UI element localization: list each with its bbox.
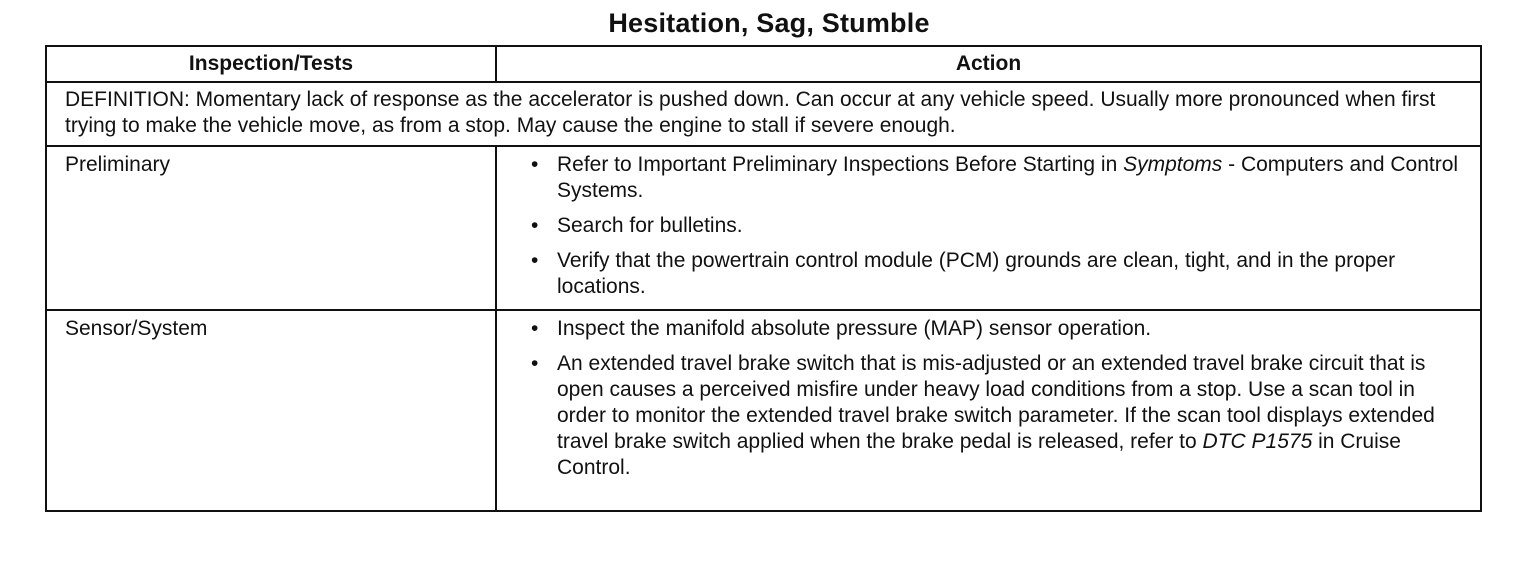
list-item xyxy=(531,248,1462,300)
list-item xyxy=(531,351,1462,481)
table-row xyxy=(46,146,1481,310)
action-cell xyxy=(496,146,1481,310)
action-list xyxy=(531,152,1462,300)
definition-text: DEFINITION: Momentary lack of response as the accelerator is pushed down. Can occur at any vehicle speed. Usually more pronounced when first trying to make the vehicle move, as from a stop. May cause the engine to stall if severe enough. xyxy=(46,82,1481,146)
symptom-table xyxy=(45,45,1482,512)
action-emphasis: DTC P1575 xyxy=(1202,430,1313,453)
list-item xyxy=(531,152,1462,204)
table-row xyxy=(46,310,1481,511)
action-emphasis: Symptoms xyxy=(1123,153,1223,176)
table-header-row xyxy=(46,46,1481,82)
action-text-after: - Computers and Control Systems. xyxy=(557,153,1459,202)
list-item xyxy=(531,213,1462,239)
column-header-inspection: Inspection/Tests xyxy=(46,46,496,82)
action-text: Search for bulletins. xyxy=(557,214,743,237)
row-label-sensor-system: Sensor/System xyxy=(46,310,496,511)
action-text: Verify that the powertrain control module (PCM) grounds are clean, tight, and in the proper locations. xyxy=(557,249,1396,298)
row-label-preliminary: Preliminary xyxy=(46,146,496,310)
bullet-icon: • xyxy=(531,317,539,340)
column-header-action: Action xyxy=(496,46,1481,82)
bullet-icon: • xyxy=(531,153,539,176)
action-text-after: in Cruise Control. xyxy=(557,430,1401,479)
action-text: An extended travel brake switch that is mis-adjusted or an extended travel brake circuit that is open causes a perceived misfire under heavy load conditions from a stop. Use a scan tool in order to monitor the extended travel brake switch parameter. If the scan tool displays extended travel brake switch applied when the brake pedal is released, refer to xyxy=(557,352,1435,453)
action-list xyxy=(531,316,1462,481)
bullet-icon: • xyxy=(531,249,539,272)
action-text: Inspect the manifold absolute pressure (MAP) sensor operation. xyxy=(557,317,1152,340)
page-title: Hesitation, Sag, Stumble xyxy=(608,8,930,38)
action-cell xyxy=(496,310,1481,511)
bullet-icon: • xyxy=(531,352,539,375)
definition-row xyxy=(46,82,1481,146)
bullet-icon: • xyxy=(531,214,539,237)
list-item xyxy=(531,316,1462,342)
action-text: Refer to Important Preliminary Inspections Before Starting in xyxy=(557,153,1124,176)
